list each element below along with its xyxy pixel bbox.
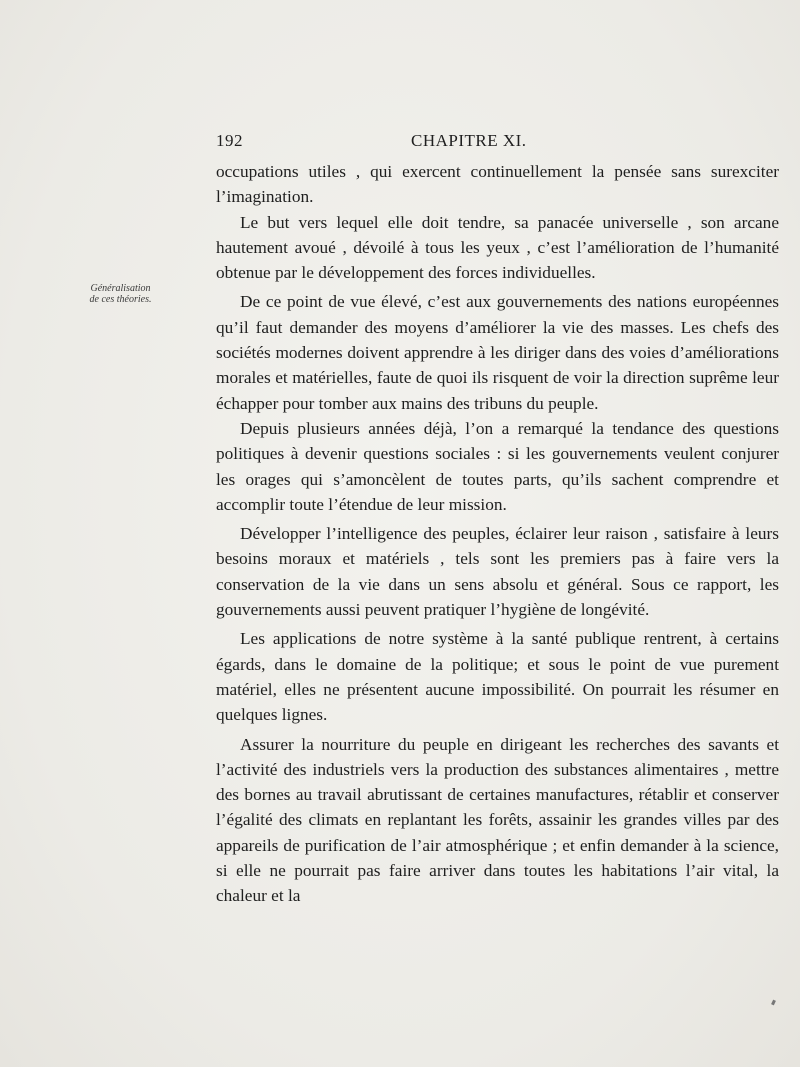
- margin-note: [58, 283, 183, 305]
- page-number: 192: [216, 131, 243, 150]
- paragraph: Développer l’intelligence des peuples, éclairer leur raison , satisfaire à leurs besoins moraux et matériels , tels sont les premiers pas à faire vers la conservation de la vie dans un sens absolu et général. Sous ce rapport, les gouvernements aussi peuvent pratiquer l’hygiène de longévité.: [216, 524, 779, 620]
- paragraph-continued: occupations utiles , qui exercent continuellement la pensée sans surexciter l’imagination.: [216, 162, 779, 207]
- paragraph: Le but vers lequel elle doit tendre, sa panacée universelle , son arcane hautement avoué , dévoilé à tous les yeux , c’est l’amélioration de l’humanité obtenue par le développement des forces individuelles.: [216, 212, 779, 283]
- margin-note-line: Généralisation: [90, 283, 151, 294]
- ink-speck: [771, 1000, 776, 1006]
- paragraph: Assurer la nourriture du peuple en dirigeant les recherches des savants et l’activité des industriels vers la production des substances alimentaires , mettre des bornes au travail abrutissant de certaines manufactures, rétablir et conserver l’égalité des climats en replantant les forêts, assainir les grandes villes par des appareils de purification de l’air atmosphérique ; et enfin demander à la science, si elle ne pourrait pas faire arriver dans toutes les habitations l’air vital, la chaleur et la: [216, 734, 779, 906]
- margin-note-line: de ces théories.: [89, 294, 152, 305]
- chapter-title: CHAPITRE XI.: [411, 131, 527, 150]
- body-text: [216, 159, 779, 909]
- paragraph: De ce point de vue élevé, c’est aux gouvernements des nations européennes qu’il faut demander des moyens d’améliorer la vie des masses. Les chefs des sociétés modernes doivent apprendre à les diriger dans des voies d’améliorations morales et matérielles, faute de quoi ils risquent de voir la direction suprême leur échapper pour tomber aux mains des tribuns du peuple.: [216, 292, 779, 413]
- running-header: [216, 131, 776, 153]
- paragraph: Les applications de notre système à la santé publique rentrent, à certains égards, dans le domaine de la politique; et sous le point de vue purement matériel, elles ne présentent aucune impossibilité. On pourrait les résumer en quelques lignes.: [216, 629, 779, 725]
- paragraph: Depuis plusieurs années déjà, l’on a remarqué la tendance des questions politiques à devenir questions sociales : si les gouvernements veulent conjurer les orages qui s’amoncèlent de toutes parts, qu’ils sachent comprendre et accomplir toute l’étendue de leur mission.: [216, 418, 779, 514]
